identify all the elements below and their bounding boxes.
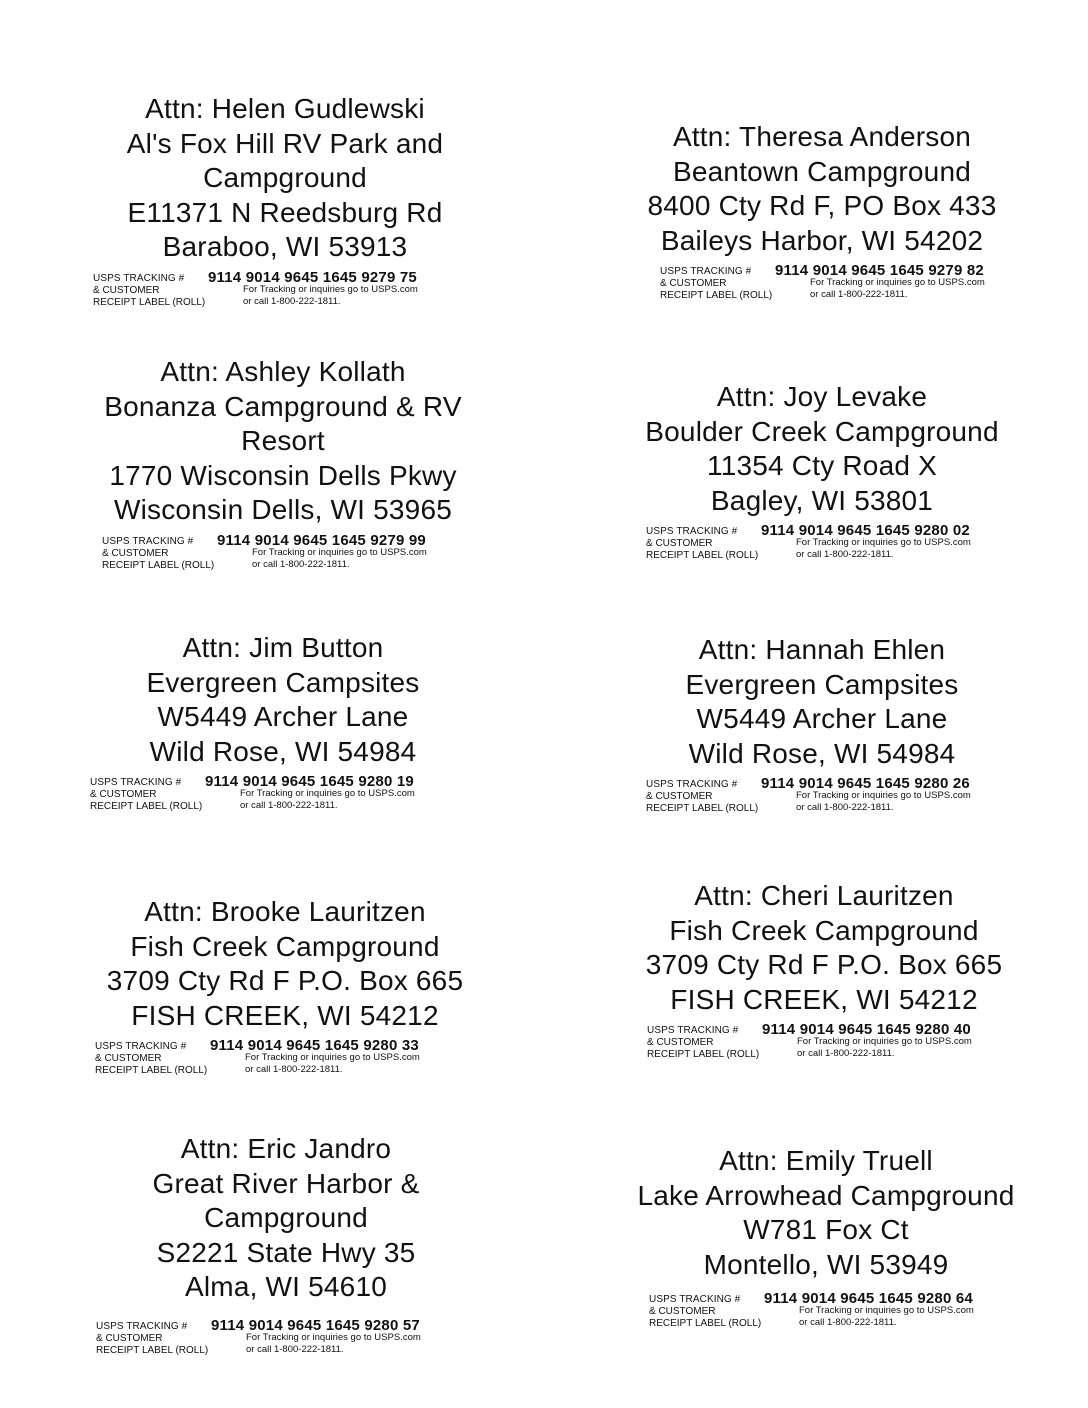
recipient-address: [582, 633, 1062, 771]
receipt-label-caption: RECEIPT LABEL (ROLL): [96, 1344, 209, 1356]
address-line: Resort: [241, 425, 325, 456]
usps-tracking-receipt: [646, 775, 1062, 817]
mailing-label-4: [582, 380, 1062, 564]
tracking-caption: USPS TRACKING #: [95, 1041, 187, 1052]
customer-caption: & CUSTOMER: [649, 1306, 716, 1317]
phone-info: or call 1-800-222-1811.: [796, 549, 894, 560]
tracking-caption: USPS TRACKING #: [647, 1025, 739, 1036]
tracking-caption: USPS TRACKING #: [90, 777, 182, 788]
tracking-number: 9114 9014 9645 1645 9280 57: [211, 1316, 420, 1334]
customer-caption: & CUSTOMER: [660, 278, 727, 289]
phone-info: or call 1-800-222-1811.: [810, 289, 908, 300]
tracking-number: 9114 9014 9645 1645 9280 02: [761, 522, 970, 539]
tracking-info: For Tracking or inquiries go to USPS.com: [797, 1036, 972, 1047]
address-line: Campground: [204, 1202, 368, 1233]
address-line: FISH CREEK, WI 54212: [670, 983, 978, 1015]
address-line: Wisconsin Dells, WI 53965: [113, 494, 452, 525]
recipient-address: [584, 879, 1064, 1017]
customer-caption: & CUSTOMER: [96, 1332, 163, 1344]
tracking-caption: USPS TRACKING #: [96, 1320, 188, 1332]
address-line: FISH CREEK, WI 54212: [131, 999, 439, 1031]
mailing-label-3: [43, 355, 523, 574]
tracking-info: For Tracking or inquiries go to USPS.com: [810, 277, 985, 288]
address-line: Great River Harbor &: [152, 1167, 420, 1199]
address-line: 3709 Cty Rd F P.O. Box 665: [106, 965, 464, 996]
customer-caption: & CUSTOMER: [646, 538, 713, 549]
address-line: W781 Fox Ct: [743, 1214, 909, 1245]
tracking-number: 9114 9014 9645 1645 9280 64: [764, 1290, 973, 1307]
recipient-address: [43, 631, 523, 769]
mailing-label-6: [582, 633, 1062, 817]
address-line: Bagley, WI 53801: [710, 484, 934, 516]
tracking-number: 9114 9014 9645 1645 9280 26: [761, 775, 970, 792]
address-line: Baileys Harbor, WI 54202: [660, 224, 984, 256]
address-line: Campground: [203, 162, 367, 193]
recipient-address: [586, 1144, 1066, 1282]
address-line: Evergreen Campsites: [146, 666, 420, 698]
usps-tracking-receipt: [96, 1317, 526, 1359]
usps-tracking-receipt: [93, 269, 525, 311]
receipt-label-caption: RECEIPT LABEL (ROLL): [93, 296, 206, 308]
tracking-caption: USPS TRACKING #: [649, 1294, 741, 1305]
address-line: Lake Arrowhead Campground: [637, 1179, 1015, 1211]
receipt-label-caption: RECEIPT LABEL (ROLL): [660, 290, 773, 301]
recipient-address: [582, 120, 1062, 258]
address-line: E11371 N Reedsburg Rd: [127, 196, 443, 228]
tracking-caption: USPS TRACKING #: [646, 526, 738, 537]
tracking-number: 9114 9014 9645 1645 9280 33: [210, 1037, 419, 1054]
usps-tracking-receipt: [646, 522, 1062, 564]
phone-info: or call 1-800-222-1811.: [797, 1048, 895, 1059]
tracking-caption: USPS TRACKING #: [660, 266, 752, 277]
address-line: Alma, WI 54610: [185, 1271, 387, 1302]
receipt-label-caption: RECEIPT LABEL (ROLL): [647, 1049, 760, 1060]
receipt-label-caption: RECEIPT LABEL (ROLL): [646, 550, 759, 561]
phone-info: or call 1-800-222-1811.: [796, 802, 894, 813]
recipient-address: [43, 355, 523, 528]
customer-caption: & CUSTOMER: [93, 284, 160, 296]
tracking-info: For Tracking or inquiries go to USPS.com: [245, 1052, 420, 1063]
receipt-label-caption: RECEIPT LABEL (ROLL): [102, 559, 215, 571]
mailing-label-7: [45, 895, 525, 1079]
address-line: Fish Creek Campground: [130, 930, 440, 962]
address-line: Baraboo, WI 53913: [162, 231, 408, 262]
address-line: 3709 Cty Rd F P.O. Box 665: [645, 949, 1003, 980]
mailing-label-2: [582, 120, 1062, 304]
address-line: W5449 Archer Lane: [696, 703, 948, 734]
tracking-info: For Tracking or inquiries go to USPS.com: [252, 546, 427, 558]
tracking-info: For Tracking or inquiries go to USPS.com: [243, 283, 418, 295]
usps-tracking-receipt: [649, 1290, 1066, 1332]
customer-caption: & CUSTOMER: [102, 547, 169, 559]
customer-caption: & CUSTOMER: [647, 1037, 714, 1048]
usps-tracking-receipt: [90, 773, 523, 815]
address-line: Attn: Cheri Lauritzen: [694, 880, 954, 911]
address-line: Wild Rose, WI 54984: [688, 737, 956, 769]
tracking-info: For Tracking or inquiries go to USPS.com: [796, 537, 971, 548]
address-line: 1770 Wisconsin Dells Pkwy: [109, 459, 457, 491]
address-line: Attn: Theresa Anderson: [672, 121, 972, 152]
address-line: Attn: Hannah Ehlen: [698, 634, 946, 665]
address-line: Attn: Eric Jandro: [180, 1133, 392, 1164]
mailing-label-5: [43, 631, 523, 815]
address-line: Beantown Campground: [673, 155, 971, 187]
recipient-address: [46, 1132, 526, 1305]
address-line: S2221 State Hwy 35: [156, 1236, 416, 1268]
address-line: Fish Creek Campground: [669, 914, 979, 946]
usps-tracking-receipt: [102, 532, 523, 574]
usps-tracking-receipt: [660, 262, 1062, 304]
usps-tracking-receipt: [647, 1021, 1064, 1063]
phone-info: or call 1-800-222-1811.: [240, 800, 338, 811]
receipt-label-caption: RECEIPT LABEL (ROLL): [649, 1318, 762, 1329]
tracking-info: For Tracking or inquiries go to USPS.com: [240, 788, 415, 799]
address-line: Attn: Jim Button: [182, 632, 384, 663]
tracking-info: For Tracking or inquiries go to USPS.com: [796, 790, 971, 801]
customer-caption: & CUSTOMER: [90, 789, 157, 800]
tracking-info: For Tracking or inquiries go to USPS.com: [799, 1305, 974, 1316]
address-line: W5449 Archer Lane: [157, 701, 409, 732]
address-line: 11354 Cty Road X: [707, 450, 937, 481]
address-line: Attn: Ashley Kollath: [160, 356, 406, 387]
receipt-label-caption: RECEIPT LABEL (ROLL): [90, 801, 203, 812]
address-line: Attn: Joy Levake: [716, 381, 928, 412]
usps-tracking-receipt: [95, 1037, 525, 1079]
tracking-number: 9114 9014 9645 1645 9280 19: [205, 773, 414, 790]
phone-info: or call 1-800-222-1811.: [252, 558, 350, 570]
mailing-label-8: [584, 879, 1064, 1063]
address-line: Bonanza Campground & RV: [104, 390, 462, 422]
tracking-number: 9114 9014 9645 1645 9279 82: [775, 262, 984, 279]
tracking-caption: USPS TRACKING #: [93, 272, 185, 284]
recipient-address: [45, 92, 525, 265]
address-line: Boulder Creek Campground: [645, 415, 999, 447]
address-line: Wild Rose, WI 54984: [149, 735, 417, 767]
tracking-caption: USPS TRACKING #: [646, 779, 738, 790]
address-line: Attn: Brooke Lauritzen: [144, 896, 426, 927]
address-line: Evergreen Campsites: [685, 668, 959, 700]
tracking-number: 9114 9014 9645 1645 9279 99: [217, 531, 426, 549]
customer-caption: & CUSTOMER: [95, 1053, 162, 1064]
tracking-info: For Tracking or inquiries go to USPS.com: [246, 1331, 421, 1343]
tracking-number: 9114 9014 9645 1645 9279 75: [208, 268, 417, 286]
tracking-number: 9114 9014 9645 1645 9280 40: [762, 1021, 971, 1038]
recipient-address: [582, 380, 1062, 518]
recipient-address: [45, 895, 525, 1033]
receipt-label-caption: RECEIPT LABEL (ROLL): [95, 1065, 208, 1076]
phone-info: or call 1-800-222-1811.: [246, 1343, 344, 1355]
phone-info: or call 1-800-222-1811.: [243, 295, 341, 307]
tracking-caption: USPS TRACKING #: [102, 535, 194, 547]
address-line: Montello, WI 53949: [703, 1248, 949, 1280]
mailing-label-9: [46, 1132, 526, 1359]
address-line: 8400 Cty Rd F, PO Box 433: [647, 190, 997, 221]
receipt-label-caption: RECEIPT LABEL (ROLL): [646, 803, 759, 814]
address-line: Al's Fox Hill RV Park and: [126, 127, 444, 159]
phone-info: or call 1-800-222-1811.: [799, 1317, 897, 1328]
mailing-label-10: [586, 1144, 1066, 1332]
address-line: Attn: Helen Gudlewski: [145, 93, 425, 124]
address-line: Attn: Emily Truell: [719, 1145, 933, 1176]
phone-info: or call 1-800-222-1811.: [245, 1064, 343, 1075]
mailing-label-1: [45, 92, 525, 311]
customer-caption: & CUSTOMER: [646, 791, 713, 802]
